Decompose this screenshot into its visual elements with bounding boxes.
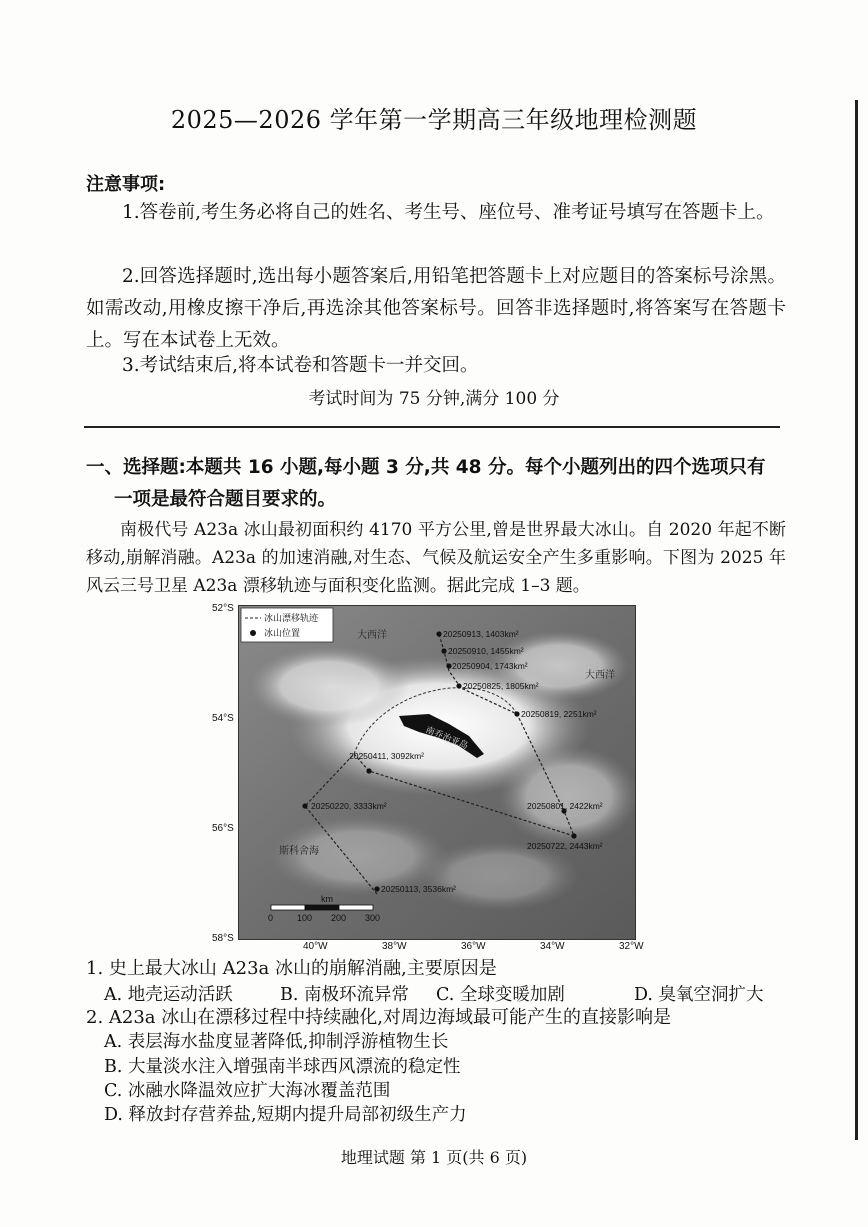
- lon-label: 34°W: [540, 941, 565, 952]
- notice-item-3: 3.考试结束后,将本试卷和答题卡一并交回。: [122, 355, 479, 376]
- section-heading: [86, 452, 792, 516]
- legend-position-swatch: [250, 630, 256, 636]
- iceberg-point: [456, 683, 461, 688]
- scan-edge: [855, 100, 858, 1140]
- iceberg-point-label: 20250910, 1455km²: [448, 646, 524, 656]
- question-2-option-c: C. 冰融水降温效应扩大海冰覆盖范围: [104, 1081, 391, 1101]
- scale-tick: 100: [297, 913, 313, 923]
- scale-segment: [339, 905, 373, 910]
- question-2-option-b: B. 大量淡水注入增强南半球西风漂流的稳定性: [104, 1057, 461, 1077]
- lat-label: 58°S: [212, 933, 234, 944]
- iceberg-point-label: 20250819, 2251km²: [521, 709, 597, 719]
- scale-tick: 300: [365, 913, 381, 923]
- region-label: 大西洋: [585, 670, 615, 681]
- lon-label: 40°W: [303, 941, 328, 952]
- notice-item-2: 2.回答选择题时,选出每小题答案后,用铅笔把答题卡上对应题目的答案标号涂黑。如需改动,用橡皮擦干净后,再选涂其他答案标号。回答非选择题时,将答案写在答题卡上。写在本试卷上无效。: [86, 266, 786, 351]
- scale-unit: km: [321, 894, 333, 904]
- notice-item-1: 1.答卷前,考生务必将自己的姓名、考生号、座位号、准考证号填写在答题卡上。: [122, 202, 775, 223]
- iceberg-point-label: 20250801, 2422km²: [527, 801, 603, 811]
- scale-segment: [305, 905, 339, 910]
- lon-label: 38°W: [382, 941, 407, 952]
- exam-time: 考试时间为 75 分钟,满分 100 分: [308, 389, 560, 409]
- iceberg-point-label: 20250722, 2443km²: [527, 841, 603, 851]
- question-2-stem: 2. A23a 冰山在漂移过程中持续融化,对周边海域最可能产生的直接影响是: [86, 1007, 671, 1028]
- question-2-option-d: D. 释放封存营养盐,短期内提升局部初级生产力: [104, 1105, 467, 1125]
- section-heading-line2: 一项是最符合题目要求的。: [114, 489, 337, 510]
- iceberg-point: [571, 833, 576, 838]
- section-heading-line1: 一、选择题:本题共 16 小题,每小题 3 分,共 48 分。每个小题列出的四个选项只有: [86, 457, 766, 478]
- question-intro: 南极代号 A23a 冰山最初面积约 4170 平方公里,曾是世界最大冰山。自 2020 年起不断移动,崩解消融。A23a 的加速消融,对生态、气候及航运安全产生多重影响。下图为 2025 年风云三号卫星 A23a 漂移轨迹与面积变化监测。据此完成 1–3 题。: [86, 520, 786, 596]
- question-1-option-a: A. 地壳运动活跃: [104, 985, 233, 1005]
- region-label: 大西洋: [357, 630, 387, 641]
- question-1-option-c: C. 全球变暖加剧: [436, 985, 565, 1005]
- map-svg: [239, 606, 636, 940]
- iceberg-point: [436, 631, 441, 636]
- lon-label: 36°W: [461, 941, 486, 952]
- divider: [84, 426, 780, 428]
- cloud-mass: [499, 746, 636, 846]
- iceberg-point: [441, 648, 446, 653]
- page-footer: 地理试题 第 1 页(共 6 页): [340, 1148, 528, 1167]
- scale-tick: 200: [331, 913, 347, 923]
- island-label: 南乔治亚岛: [424, 724, 470, 751]
- iceberg-drift-map: [238, 605, 636, 940]
- iceberg-point-label: 20250825, 1805km²: [463, 681, 539, 691]
- scale-tick: 0: [268, 913, 274, 923]
- cloud-mass: [419, 841, 579, 911]
- iceberg-point-label: 20250904, 1743km²: [452, 661, 528, 671]
- legend-position-label: 冰山位置: [264, 628, 301, 638]
- iceberg-point: [446, 663, 451, 668]
- iceberg-point-label: 20250220, 3333km²: [311, 801, 387, 811]
- iceberg-point: [302, 803, 307, 808]
- notice-heading: 注意事项:: [86, 174, 166, 195]
- iceberg-point: [514, 711, 519, 716]
- lat-label: 56°S: [212, 823, 234, 834]
- iceberg-point: [374, 886, 379, 891]
- lat-label: 52°S: [212, 603, 234, 614]
- iceberg-point-label: 20250411, 3092km²: [349, 751, 424, 761]
- legend-track-label: 冰山漂移轨迹: [264, 613, 319, 623]
- iceberg-point-label: 20250913, 1403km²: [443, 629, 519, 639]
- iceberg-point-label: 20250113, 3536km²: [381, 884, 456, 894]
- iceberg-point: [366, 768, 371, 773]
- lon-label: 32°W: [619, 941, 644, 952]
- question-1-option-d: D. 臭氧空洞扩大: [634, 985, 764, 1005]
- lat-label: 54°S: [212, 713, 234, 724]
- scale-segment: [271, 905, 305, 910]
- question-1-stem: 1. 史上最大冰山 A23a 冰山的崩解消融,主要原因是: [86, 958, 497, 979]
- region-label: 斯科舍海: [279, 846, 319, 857]
- cloud-mass: [249, 646, 409, 726]
- question-2-option-a: A. 表层海水盐度显著降低,抑制浮游植物生长: [104, 1032, 449, 1052]
- question-1-option-b: B. 南极环流异常: [280, 985, 409, 1005]
- page-title: 2025—2026 学年第一学期高三年级地理检测题: [170, 106, 698, 134]
